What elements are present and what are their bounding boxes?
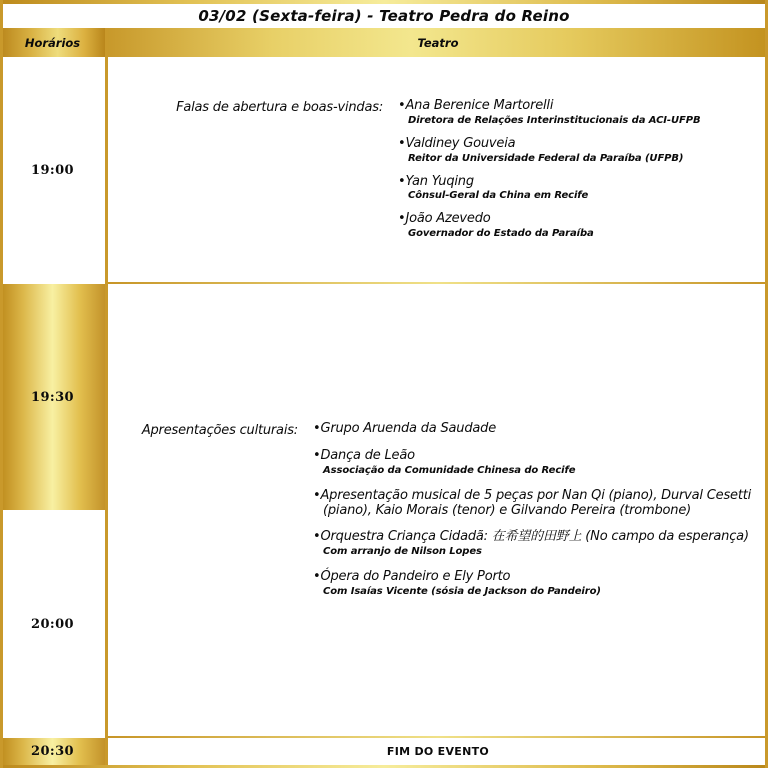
time-cell-2000: 20:00 bbox=[0, 510, 105, 738]
speaker-name: • Yan Yuqing bbox=[398, 175, 768, 190]
speaker-name: • João Azevedo bbox=[398, 212, 768, 227]
speaker-role: Governador do Estado da Paraíba bbox=[408, 227, 594, 239]
opening-label: Falas de abertura e boas-vindas: bbox=[176, 100, 383, 116]
opening-block bbox=[108, 99, 768, 239]
event-name: • Orquestra Criança Cidadã: 在希望的田野上 (No campo da esperança) bbox=[313, 530, 768, 545]
speaker-role: Reitor da Universidade Federal da Paraíba (UFPB) bbox=[408, 152, 684, 164]
left-border bbox=[0, 0, 3, 768]
event-item bbox=[313, 422, 768, 437]
event-detail: Com Isaías Vicente (sósia de Jackson do Pandeiro) bbox=[323, 585, 601, 597]
page-title: 03/02 (Sexta-feira) - Teatro Pedra do Reino bbox=[198, 7, 570, 25]
opening-row bbox=[108, 57, 768, 282]
speaker-role: Cônsul-Geral da China em Recife bbox=[408, 190, 589, 202]
schedule-table bbox=[0, 57, 768, 765]
time-cell-1930: 19:30 bbox=[0, 284, 105, 510]
event-name-continued: (piano), Kaio Morais (tenor) e Gilvando Pereira (trombone) bbox=[323, 502, 692, 518]
event-item bbox=[313, 530, 768, 558]
header-cell-horarios: Horários bbox=[0, 28, 105, 57]
cultural-block bbox=[108, 422, 768, 597]
footer-cell: FIM DO EVENTO bbox=[386, 745, 490, 758]
event-name: • Grupo Aruenda da Saudade bbox=[313, 422, 768, 437]
speaker-item bbox=[398, 137, 768, 165]
event-detail: Associação da Comunidade Chinesa do Recife bbox=[323, 464, 576, 476]
cultural-label: Apresentações culturais: bbox=[141, 423, 298, 439]
event-item bbox=[313, 570, 768, 598]
time-cell-2030: 20:30 bbox=[0, 738, 105, 765]
speaker-item bbox=[398, 212, 768, 240]
event-name: • Ópera do Pandeiro e Ely Porto bbox=[313, 570, 768, 585]
event-item bbox=[313, 449, 768, 477]
speaker-list bbox=[398, 99, 768, 239]
speaker-role: Diretora de Relações Interinstitucionais da ACI-UFPB bbox=[408, 115, 701, 127]
speaker-item bbox=[398, 175, 768, 203]
event-detail: Com arranjo de Nilson Lopes bbox=[323, 546, 482, 558]
event-name: • Apresentação musical de 5 peças por Nan Qi (piano), Durval Cesetti bbox=[313, 489, 768, 504]
content-column bbox=[108, 57, 768, 765]
speaker-item bbox=[398, 99, 768, 127]
time-column bbox=[0, 57, 105, 765]
event-list bbox=[313, 422, 768, 597]
table-header-row bbox=[0, 28, 768, 57]
speaker-name: • Ana Berenice Martorelli bbox=[398, 99, 768, 114]
event-name: • Dança de Leão bbox=[313, 449, 768, 464]
cultural-row bbox=[108, 284, 768, 736]
time-cell-1900: 19:00 bbox=[0, 57, 105, 284]
event-item bbox=[313, 489, 768, 519]
header-cell-teatro: Teatro bbox=[108, 28, 768, 57]
speaker-name: • Valdiney Gouveia bbox=[398, 137, 768, 152]
